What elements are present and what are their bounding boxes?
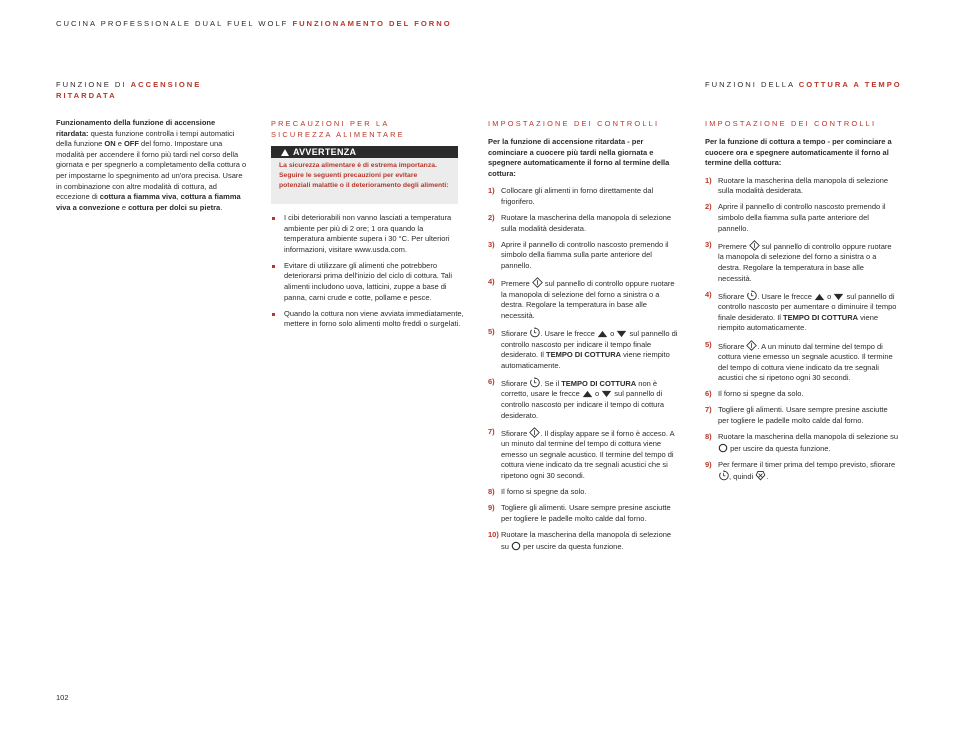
step: 3) Premere sul pannello di controllo oppure ruotare la manopola di selezione del forno a sinistra o a destra. Regolare la temperatura in base alle necessità. — [705, 239, 892, 283]
delayed-start-intro: Funzionamento della funzione di accensione ritardata: questa funzione controlla i tempi automatici della funzione ON e OFF del forno. Impostare una modalità per accendere il forno più tardi nel corso della giornata e per spegnerlo a completamento della cottura o per impostarne lo spegnimento ad un'ora precisa. Usare in combinazione con altre modalità di cottura, ad eccezione di cottura a fiamma viva, cottura a fiamma viva a convezione e cottura per dolci su pietra. — [56, 118, 247, 212]
step: 2) Ruotare la mascherina della manopola di selezione sulla modalità desiderata. — [488, 213, 672, 233]
off-position-icon — [511, 541, 521, 551]
section-title-timed-cook: FUNZIONI DELLA COTTURA A TEMPO — [705, 80, 902, 89]
step: 6) Il forno si spegne da solo. — [705, 389, 804, 399]
temperature-diamond-icon — [749, 240, 760, 251]
cancel-icon — [755, 470, 766, 481]
steps-lead: Per la funzione di accensione ritardata - per cominciare a cuocere più tardi nella giornata e spegnere automaticamente il forno al termine della cottura: — [488, 137, 670, 178]
arrow-down-icon — [601, 390, 612, 398]
step: 8) Ruotare la mascherina della manopola di selezione su per uscire da questa funzione. — [705, 432, 899, 453]
arrow-up-icon — [597, 330, 608, 338]
step: 9) Per fermare il timer prima del tempo previsto, sfiorare , quindi . — [705, 459, 896, 482]
list-item: Evitare di utilizzare gli alimenti che potrebbero deteriorarsi prima dell'inizio del ciclo di cottura. Tali alimenti includono uova, latticini, zuppe a base di panna, carni crude e cotte, pollame e pesce. — [271, 261, 465, 303]
step: 1) Collocare gli alimenti in forno direttamente dal frigorifero. — [488, 186, 654, 206]
step: 4) Sfiorare . Usare le frecce o sul pannello di controllo nascosto per aumentare o diminuire il tempo finale desiderato. Il TEMPO DI COTTURA viene riempito automaticamente. — [705, 289, 897, 333]
step: 1) Ruotare la mascherina della manopola di selezione sulla modalità desiderata. — [705, 175, 889, 196]
timer-icon — [718, 470, 729, 481]
controls-title-delayed: IMPOSTAZIONE DEI CONTROLLI — [488, 119, 660, 128]
header-section: FUNZIONAMENTO DEL FORNO — [292, 19, 452, 28]
delayed-start-steps — [488, 137, 678, 558]
food-safety-title: PRECAUZIONI PER LA SICUREZZA ALIMENTARE — [271, 119, 405, 139]
temperature-diamond-icon — [532, 277, 543, 288]
list-item: Quando la cottura non viene avviata immediatamente, mettere in forno solo alimenti molto freddi o surgelati. — [271, 309, 465, 330]
timer-icon — [529, 377, 540, 388]
timer-icon — [746, 290, 757, 301]
step: 9) Togliere gli alimenti. Usare sempre presine asciutte per togliere le padelle molto calde dal forno. — [488, 503, 671, 523]
step: 7) Sfiorare . Il display appare se il forno è acceso. A un minuto dal termine del tempo di cottura viene emesso un segnale acustico. Il termine del tempo di cottura viene indicato da tre segnali acustici che si ripetono ogni 30 secondi. — [488, 426, 675, 481]
step: 10) Ruotare la mascherina della manopola di selezione su per uscire da questa funzione. — [488, 529, 672, 551]
step: 2) Aprire il pannello di controllo nascosto premendo il simbolo della fiamma sulla parte anteriore del pannello. — [705, 202, 886, 233]
running-header — [56, 19, 452, 28]
list-item: I cibi deteriorabili non vanno lasciati a temperatura ambiente per più di 2 ore; 1 ora quando la temperatura ambiente supera i 30 °C. Per ulteriori informazioni, visitare www.usda.com. — [271, 213, 465, 255]
timed-cook-steps — [705, 137, 899, 489]
steps-lead: Per la funzione di cottura a tempo - per cominciare a cuocere ora e spegnere automaticamente il forno al termine della cottura: — [705, 137, 892, 168]
section-title-delayed-start: FUNZIONE DI ACCENSIONE RITARDATA — [56, 80, 202, 100]
step: 5) Sfiorare . A un minuto dal termine del tempo di cottura viene emesso un segnale acustico. Il termine del tempo di cottura viene indicato da tre segnali acustici che si ripetono ogni 30 secondi. — [705, 339, 893, 383]
arrow-up-icon — [582, 390, 593, 398]
food-safety-list — [271, 213, 465, 335]
arrow-up-icon — [814, 293, 825, 301]
step: 6) Sfiorare . Se il TEMPO DI COTTURA non è corretto, usare le frecce o sul pannello di controllo nascosto per indicare il tempo di cottura desiderato. — [488, 376, 665, 420]
page-number: 102 — [56, 693, 69, 702]
off-position-icon — [718, 443, 728, 453]
step: 5) Sfiorare . Usare le frecce o sul pannello di controllo nascosto per indicare il tempo finale desiderato. Il TEMPO DI COTTURA viene riempito automaticamente. — [488, 326, 678, 370]
warning-text: La sicurezza alimentare è di estrema importanza. Seguire le seguenti precauzioni per evitare potenziali malattie o il deterioramento degli alimenti: — [271, 158, 458, 204]
controls-title-timed: IMPOSTAZIONE DEI CONTROLLI — [705, 119, 877, 128]
start-diamond-icon — [529, 427, 540, 438]
step: 3) Aprire il pannello di controllo nascosto premendo il simbolo della fiamma sulla parte anteriore del pannello. — [488, 239, 669, 270]
start-diamond-icon — [746, 340, 757, 351]
step: 8) Il forno si spegne da solo. — [488, 487, 587, 497]
warning-icon — [281, 149, 289, 156]
arrow-down-icon — [616, 330, 627, 338]
header-prefix: CUCINA PROFESSIONALE DUAL FUEL WOLF — [56, 19, 289, 28]
step: 4) Premere sul pannello di controllo oppure ruotare la manopola di selezione del forno a sinistra o a destra. Regolare la temperatura in base alle necessità. — [488, 277, 675, 320]
arrow-down-icon — [833, 293, 844, 301]
step: 7) Togliere gli alimenti. Usare sempre presine asciutte per togliere le padelle molto calde dal forno. — [705, 405, 888, 426]
timer-icon — [529, 327, 540, 338]
warning-header: AVVERTENZA — [271, 146, 458, 158]
